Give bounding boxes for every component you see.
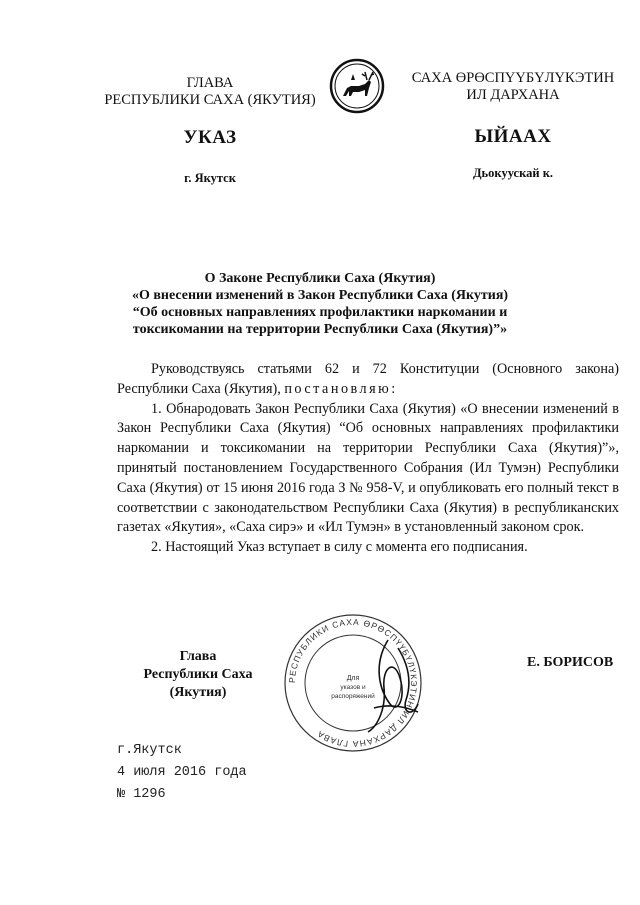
footer-place: г.Якутск — [117, 743, 182, 758]
title-line2: «О внесении изменений в Закон Республики Саха (Якутия) — [131, 288, 509, 303]
official-seal-icon — [278, 608, 428, 758]
doc-type-sakha: ЫЙААХ — [474, 126, 552, 147]
doc-type-ru: УКАЗ — [183, 127, 237, 148]
footer-number: № 1296 — [117, 787, 166, 802]
title-line4: токсикомании на территории Республики Саха (Якутия)”» — [132, 322, 508, 337]
coat-of-arms-emblem-icon — [329, 58, 385, 114]
document-footer — [117, 740, 247, 806]
footer-date: 4 июля 2016 года — [117, 765, 247, 780]
header-right — [408, 70, 618, 182]
header-left-line2: РЕСПУБЛИКИ САХА (ЯКУТИЯ) — [104, 92, 316, 108]
seal-ring-text: РЕСПУБЛИКИ САХА ӨРӨСПҮҮБҮЛҮКЭТИН ИЛ ДАРХАНА ГЛАВА — [286, 616, 420, 750]
item-2: 2. Настоящий Указ вступает в силу с момента его подписания. — [151, 539, 528, 556]
place-sakha: Дьокуускай к. — [472, 166, 554, 180]
header-right-line1: САХА ӨРӨСПҮҮБҮЛҮКЭТИН — [411, 70, 615, 86]
signer-name: Е. БОРИСОВ — [527, 655, 614, 670]
item-1: 1. Обнародовать Закон Республики Саха (Якутия) «О внесении изменений в Закон Республики Саха (Якутия) “Об основных направлениях профилактики наркомании и токсикомании на территории Республики Саха (Якутия)”», принятый постановлением Государственного Собрания (Ил Тумэн) Республики Саха (Якутия) от 15 июня 2016 года З № 958-V, и опубликовать его полный текст в соответствии с законодательством Республики Саха (Якутия) в республиканских газетах «Якутия», «Саха сирэ» и «Ил Тумэн» в установленный законом срок. — [117, 400, 619, 536]
intro-text: Руководствуясь статьями 62 и 72 Конституции (Основного закона) Республики Саха (Якутия), — [117, 361, 619, 397]
svg-text:РЕСПУБЛИКИ САХА ӨРӨСПҮҮБҮЛҮКЭТ — [287, 617, 419, 749]
svg-text:указов и: указов и — [340, 684, 366, 691]
decree-body — [117, 360, 619, 558]
place-ru: г. Якутск — [184, 171, 236, 185]
title-line3: “Об основных направлениях профилактики наркомании и — [132, 305, 508, 320]
header-left-line1: ГЛАВА — [186, 75, 234, 91]
signatory-title-line2: Республики Саха (Якутия) — [143, 667, 253, 700]
decree-title — [110, 270, 530, 338]
header-right-line2: ИЛ ДАРХАНА — [466, 87, 560, 103]
svg-text:Для: Для — [346, 675, 360, 682]
signatory-title-line1: Глава — [179, 649, 217, 664]
signatory-title — [118, 648, 278, 702]
header-left — [100, 75, 320, 187]
svg-text:распоряжений: распоряжений — [331, 693, 375, 700]
resolve-word: постановляю: — [284, 380, 398, 397]
intro-paragraph — [117, 360, 619, 400]
title-line1: О Законе Республики Саха (Якутия) — [204, 271, 436, 286]
